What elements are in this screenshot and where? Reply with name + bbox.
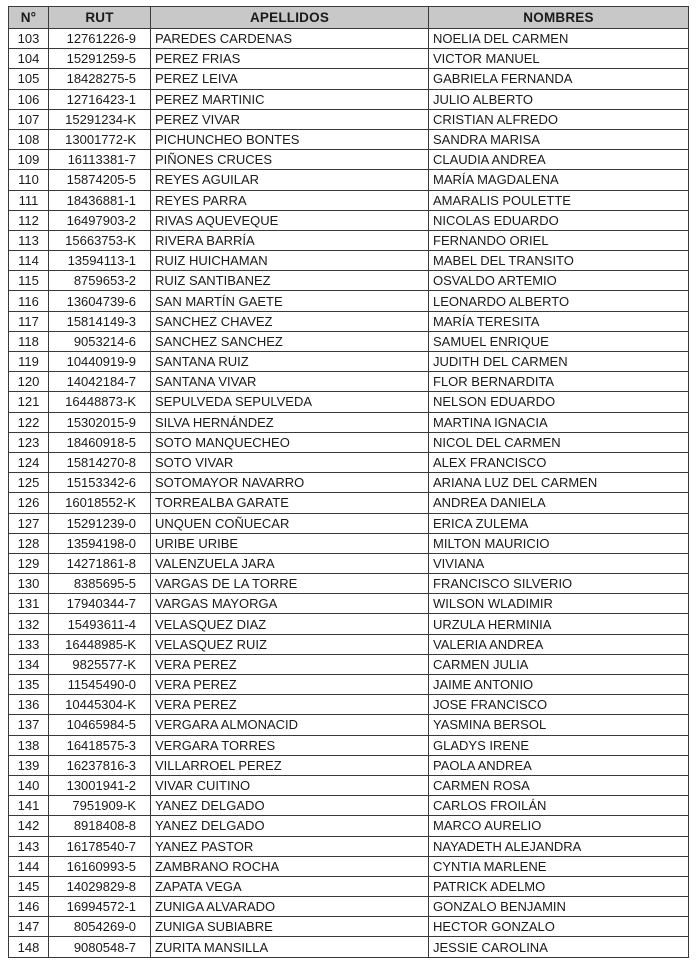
table-row	[9, 230, 689, 250]
row-apellidos: VERA PEREZ	[151, 695, 429, 715]
row-rut: 15814149-3	[49, 311, 151, 331]
row-rut: 10465984-5	[49, 715, 151, 735]
row-nombres: VICTOR MANUEL	[429, 49, 689, 69]
row-apellidos: REYES PARRA	[151, 190, 429, 210]
row-rut: 16448985-K	[49, 634, 151, 654]
table-row	[9, 594, 689, 614]
row-apellidos: VALENZUELA JARA	[151, 553, 429, 573]
row-nombres: PATRICK ADELMO	[429, 876, 689, 896]
row-number: 112	[9, 210, 49, 230]
row-nombres: NICOLAS EDUARDO	[429, 210, 689, 230]
table-row	[9, 473, 689, 493]
row-apellidos: SANCHEZ CHAVEZ	[151, 311, 429, 331]
table-row	[9, 493, 689, 513]
row-number: 134	[9, 654, 49, 674]
table-row	[9, 937, 689, 957]
table-row	[9, 574, 689, 594]
row-nombres: VALERIA ANDREA	[429, 634, 689, 654]
row-number: 139	[9, 755, 49, 775]
table-row	[9, 311, 689, 331]
row-apellidos: ZAPATA VEGA	[151, 876, 429, 896]
row-nombres: ALEX FRANCISCO	[429, 452, 689, 472]
row-rut: 8918408-8	[49, 816, 151, 836]
row-number: 147	[9, 917, 49, 937]
table-body	[9, 29, 689, 958]
row-rut: 17940344-7	[49, 594, 151, 614]
row-nombres: CARMEN JULIA	[429, 654, 689, 674]
row-apellidos: SEPULVEDA SEPULVEDA	[151, 392, 429, 412]
row-nombres: NAYADETH ALEJANDRA	[429, 836, 689, 856]
row-apellidos: YANEZ DELGADO	[151, 816, 429, 836]
row-nombres: JULIO ALBERTO	[429, 89, 689, 109]
row-rut: 16448873-K	[49, 392, 151, 412]
row-rut: 16160993-5	[49, 856, 151, 876]
row-nombres: JUDITH DEL CARMEN	[429, 352, 689, 372]
row-nombres: NOELIA DEL CARMEN	[429, 29, 689, 49]
row-apellidos: SANCHEZ SANCHEZ	[151, 331, 429, 351]
row-rut: 13001772-K	[49, 129, 151, 149]
table-row	[9, 432, 689, 452]
row-rut: 9080548-7	[49, 937, 151, 957]
table-row	[9, 675, 689, 695]
row-apellidos: VELASQUEZ RUIZ	[151, 634, 429, 654]
table-row	[9, 372, 689, 392]
row-rut: 18428275-5	[49, 69, 151, 89]
row-nombres: SAMUEL ENRIQUE	[429, 331, 689, 351]
table-row	[9, 89, 689, 109]
row-number: 116	[9, 291, 49, 311]
row-nombres: FRANCISCO SILVERIO	[429, 574, 689, 594]
row-rut: 16178540-7	[49, 836, 151, 856]
row-number: 111	[9, 190, 49, 210]
row-rut: 14029829-8	[49, 876, 151, 896]
row-rut: 16418575-3	[49, 735, 151, 755]
row-rut: 13001941-2	[49, 775, 151, 795]
row-apellidos: YANEZ PASTOR	[151, 836, 429, 856]
table-row	[9, 49, 689, 69]
row-nombres: MABEL DEL TRANSITO	[429, 251, 689, 271]
row-nombres: YASMINA BERSOL	[429, 715, 689, 735]
row-number: 109	[9, 150, 49, 170]
row-nombres: WILSON WLADIMIR	[429, 594, 689, 614]
table-row	[9, 775, 689, 795]
table-row	[9, 150, 689, 170]
row-rut: 11545490-0	[49, 675, 151, 695]
row-number: 130	[9, 574, 49, 594]
row-number: 140	[9, 775, 49, 795]
row-rut: 18436881-1	[49, 190, 151, 210]
row-nombres: NICOL DEL CARMEN	[429, 432, 689, 452]
row-rut: 14042184-7	[49, 372, 151, 392]
row-apellidos: RIVAS AQUEVEQUE	[151, 210, 429, 230]
row-number: 141	[9, 796, 49, 816]
row-nombres: JAIME ANTONIO	[429, 675, 689, 695]
row-rut: 13594198-0	[49, 533, 151, 553]
row-nombres: MARCO AURELIO	[429, 816, 689, 836]
row-rut: 15874205-5	[49, 170, 151, 190]
row-apellidos: SILVA HERNÁNDEZ	[151, 412, 429, 432]
table-row	[9, 352, 689, 372]
row-number: 129	[9, 553, 49, 573]
table-row	[9, 614, 689, 634]
row-nombres: CYNTIA MARLENE	[429, 856, 689, 876]
row-number: 115	[9, 271, 49, 291]
row-rut: 10440919-9	[49, 352, 151, 372]
row-rut: 16113381-7	[49, 150, 151, 170]
row-nombres: JESSIE CAROLINA	[429, 937, 689, 957]
row-rut: 8759653-2	[49, 271, 151, 291]
row-number: 117	[9, 311, 49, 331]
row-rut: 15663753-K	[49, 230, 151, 250]
row-apellidos: SOTO VIVAR	[151, 452, 429, 472]
row-apellidos: RUIZ HUICHAMAN	[151, 251, 429, 271]
row-number: 142	[9, 816, 49, 836]
table-row	[9, 291, 689, 311]
header-apellidos: APELLIDOS	[151, 7, 429, 29]
row-apellidos: PEREZ FRIAS	[151, 49, 429, 69]
table-row	[9, 715, 689, 735]
row-nombres: LEONARDO ALBERTO	[429, 291, 689, 311]
row-rut: 14271861-8	[49, 553, 151, 573]
row-rut: 9825577-K	[49, 654, 151, 674]
table-row	[9, 897, 689, 917]
row-number: 124	[9, 452, 49, 472]
table-row	[9, 29, 689, 49]
row-nombres: MARTINA IGNACIA	[429, 412, 689, 432]
row-rut: 15493611-4	[49, 614, 151, 634]
table-row	[9, 109, 689, 129]
table-row	[9, 331, 689, 351]
row-rut: 15153342-6	[49, 473, 151, 493]
row-nombres: GABRIELA FERNANDA	[429, 69, 689, 89]
table-row	[9, 69, 689, 89]
row-number: 122	[9, 412, 49, 432]
row-nombres: CARLOS FROILÁN	[429, 796, 689, 816]
row-nombres: AMARALIS POULETTE	[429, 190, 689, 210]
row-apellidos: PEREZ VIVAR	[151, 109, 429, 129]
row-apellidos: PEREZ LEIVA	[151, 69, 429, 89]
roster-table	[8, 6, 689, 958]
row-nombres: CRISTIAN ALFREDO	[429, 109, 689, 129]
row-number: 148	[9, 937, 49, 957]
row-number: 105	[9, 69, 49, 89]
row-number: 123	[9, 432, 49, 452]
table-row	[9, 513, 689, 533]
row-number: 146	[9, 897, 49, 917]
row-nombres: ERICA ZULEMA	[429, 513, 689, 533]
row-apellidos: PAREDES CARDENAS	[151, 29, 429, 49]
row-apellidos: RUIZ SANTIBANEZ	[151, 271, 429, 291]
row-apellidos: VARGAS DE LA TORRE	[151, 574, 429, 594]
row-apellidos: VELASQUEZ DIAZ	[151, 614, 429, 634]
table-row	[9, 251, 689, 271]
row-number: 145	[9, 876, 49, 896]
row-nombres: NELSON EDUARDO	[429, 392, 689, 412]
row-rut: 10445304-K	[49, 695, 151, 715]
row-apellidos: RIVERA BARRÍA	[151, 230, 429, 250]
row-rut: 15291239-0	[49, 513, 151, 533]
row-apellidos: ZURITA MANSILLA	[151, 937, 429, 957]
row-nombres: CLAUDIA ANDREA	[429, 150, 689, 170]
row-rut: 8054269-0	[49, 917, 151, 937]
table-row	[9, 654, 689, 674]
row-rut: 16994572-1	[49, 897, 151, 917]
row-nombres: MARÍA MAGDALENA	[429, 170, 689, 190]
row-nombres: OSVALDO ARTEMIO	[429, 271, 689, 291]
row-number: 136	[9, 695, 49, 715]
row-rut: 12761226-9	[49, 29, 151, 49]
row-number: 119	[9, 352, 49, 372]
row-nombres: VIVIANA	[429, 553, 689, 573]
row-nombres: SANDRA MARISA	[429, 129, 689, 149]
row-apellidos: VERGARA ALMONACID	[151, 715, 429, 735]
row-rut: 15302015-9	[49, 412, 151, 432]
row-apellidos: SAN MARTÍN GAETE	[151, 291, 429, 311]
table-row	[9, 735, 689, 755]
row-apellidos: REYES AGUILAR	[151, 170, 429, 190]
row-number: 132	[9, 614, 49, 634]
table-row	[9, 816, 689, 836]
row-number: 110	[9, 170, 49, 190]
row-number: 144	[9, 856, 49, 876]
row-apellidos: YANEZ DELGADO	[151, 796, 429, 816]
row-rut: 16237816-3	[49, 755, 151, 775]
table-row	[9, 392, 689, 412]
row-number: 118	[9, 331, 49, 351]
row-rut: 15291259-5	[49, 49, 151, 69]
table-row	[9, 190, 689, 210]
row-apellidos: SANTANA RUIZ	[151, 352, 429, 372]
header-row	[9, 7, 689, 29]
row-nombres: FERNANDO ORIEL	[429, 230, 689, 250]
row-apellidos: ZAMBRANO ROCHA	[151, 856, 429, 876]
header-rut: RUT	[49, 7, 151, 29]
row-number: 127	[9, 513, 49, 533]
row-apellidos: VERA PEREZ	[151, 654, 429, 674]
row-number: 120	[9, 372, 49, 392]
row-number: 106	[9, 89, 49, 109]
row-number: 128	[9, 533, 49, 553]
row-rut: 13594113-1	[49, 251, 151, 271]
table-row	[9, 271, 689, 291]
table-row	[9, 876, 689, 896]
table-row	[9, 695, 689, 715]
row-number: 137	[9, 715, 49, 735]
row-number: 131	[9, 594, 49, 614]
row-apellidos: PEREZ MARTINIC	[151, 89, 429, 109]
row-nombres: ARIANA LUZ DEL CARMEN	[429, 473, 689, 493]
row-nombres: CARMEN ROSA	[429, 775, 689, 795]
table-row	[9, 836, 689, 856]
table-row	[9, 129, 689, 149]
table-row	[9, 917, 689, 937]
row-apellidos: VILLARROEL PEREZ	[151, 755, 429, 775]
row-number: 104	[9, 49, 49, 69]
row-rut: 9053214-6	[49, 331, 151, 351]
row-nombres: PAOLA ANDREA	[429, 755, 689, 775]
row-number: 133	[9, 634, 49, 654]
row-nombres: ANDREA DANIELA	[429, 493, 689, 513]
row-apellidos: TORREALBA GARATE	[151, 493, 429, 513]
row-number: 135	[9, 675, 49, 695]
row-rut: 12716423-1	[49, 89, 151, 109]
row-number: 103	[9, 29, 49, 49]
table-row	[9, 553, 689, 573]
row-number: 108	[9, 129, 49, 149]
table-row	[9, 210, 689, 230]
row-rut: 18460918-5	[49, 432, 151, 452]
row-nombres: GONZALO BENJAMIN	[429, 897, 689, 917]
row-number: 143	[9, 836, 49, 856]
row-number: 126	[9, 493, 49, 513]
table-row	[9, 452, 689, 472]
row-apellidos: URIBE URIBE	[151, 533, 429, 553]
row-number: 125	[9, 473, 49, 493]
row-rut: 15291234-K	[49, 109, 151, 129]
header-nombres: NOMBRES	[429, 7, 689, 29]
row-number: 138	[9, 735, 49, 755]
table-row	[9, 533, 689, 553]
row-number: 121	[9, 392, 49, 412]
row-apellidos: SOTO MANQUECHEO	[151, 432, 429, 452]
row-nombres: URZULA HERMINIA	[429, 614, 689, 634]
row-nombres: HECTOR GONZALO	[429, 917, 689, 937]
row-number: 113	[9, 230, 49, 250]
header-number: N°	[9, 7, 49, 29]
row-apellidos: VERA PEREZ	[151, 675, 429, 695]
table-row	[9, 170, 689, 190]
row-apellidos: ZUNIGA ALVARADO	[151, 897, 429, 917]
row-apellidos: VERGARA TORRES	[151, 735, 429, 755]
row-apellidos: SANTANA VIVAR	[151, 372, 429, 392]
row-rut: 16018552-K	[49, 493, 151, 513]
row-apellidos: SOTOMAYOR NAVARRO	[151, 473, 429, 493]
row-nombres: GLADYS IRENE	[429, 735, 689, 755]
row-apellidos: PICHUNCHEO BONTES	[151, 129, 429, 149]
row-rut: 8385695-5	[49, 574, 151, 594]
table-row	[9, 796, 689, 816]
row-apellidos: VIVAR CUITINO	[151, 775, 429, 795]
table-row	[9, 634, 689, 654]
row-rut: 16497903-2	[49, 210, 151, 230]
table-row	[9, 412, 689, 432]
row-number: 114	[9, 251, 49, 271]
row-apellidos: VARGAS MAYORGA	[151, 594, 429, 614]
row-apellidos: ZUNIGA SUBIABRE	[151, 917, 429, 937]
table-row	[9, 856, 689, 876]
row-apellidos: PIÑONES CRUCES	[151, 150, 429, 170]
row-rut: 13604739-6	[49, 291, 151, 311]
row-number: 107	[9, 109, 49, 129]
row-rut: 15814270-8	[49, 452, 151, 472]
row-rut: 7951909-K	[49, 796, 151, 816]
row-nombres: MARÍA TERESITA	[429, 311, 689, 331]
row-nombres: JOSE FRANCISCO	[429, 695, 689, 715]
row-nombres: MILTON MAURICIO	[429, 533, 689, 553]
row-apellidos: UNQUEN COÑUECAR	[151, 513, 429, 533]
row-nombres: FLOR BERNARDITA	[429, 372, 689, 392]
table-row	[9, 755, 689, 775]
